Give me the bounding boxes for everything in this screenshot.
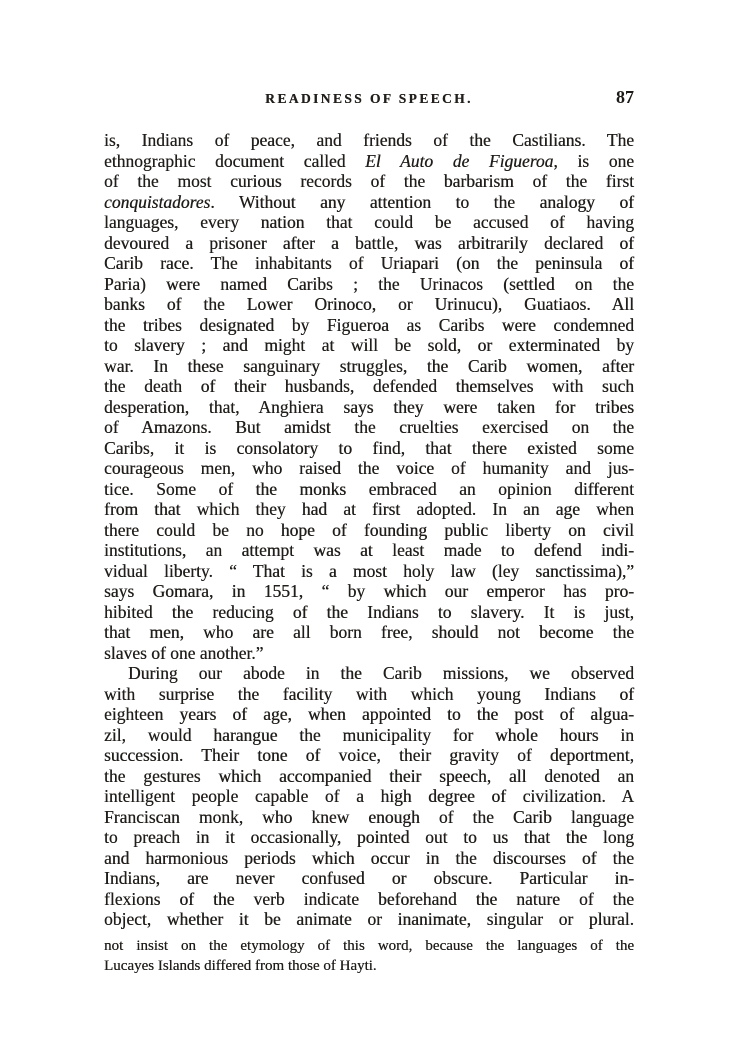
text-line: of Amazons. But amidst the cruelties exercised on the [104,417,634,437]
text-line: tice. Some of the monks embraced an opinion different [104,478,634,499]
text-line: succession. Their tone of voice, their gravity of deportment, [104,745,634,765]
text-line: that men, who are all born free, should not become the [104,622,634,642]
text-line: Indians, are never confused or obscure. Particular in- [104,868,634,888]
text-line: intelligent people capable of a high degree of civilization. A [104,786,634,806]
text-line: object, whether it be animate or inanimate, singular or plural. [104,909,634,929]
text-line: devoured a prisoner after a battle, was arbitrarily declared of [104,232,634,253]
page-header [104,87,634,108]
text-line: eighteen years of age, when appointed to the post of algua- [104,704,634,724]
text-line: of the most curious records of the barbarism of the first [104,171,634,191]
text-line: war. In these sanguinary struggles, the Carib women, after [104,355,634,376]
text-line: conquistadores. Without any attention to the analogy of [104,191,634,212]
text-line: the death of their husbands, defended themselves with such [104,376,634,396]
page-number: 87 [616,87,635,107]
text-line: from that which they had at first adopted. In an age when [104,499,634,519]
text-line: the gestures which accompanied their speech, all denoted an [104,765,634,786]
text-line: languages, every nation that could be accused of having [104,212,634,232]
text-line: hibited the reducing of the Indians to slavery. It is just, [104,601,634,622]
header-spacer-right [473,87,634,108]
text-line: During our abode in the Carib missions, we observed [128,663,634,683]
text-line: courageous men, who raised the voice of humanity and jus- [104,458,634,478]
text-line: there could be no hope of founding public liberty on civil [104,519,634,540]
text-line: is, Indians of peace, and friends of the Castilians. The [104,130,634,150]
footnote-line: not insist on the etymology of this word, because the languages of the [104,938,634,954]
text-line: says Gomara, in 1551, “ by which our emperor has pro- [104,581,634,601]
text-line: to slavery ; and might at will be sold, or exterminated by [104,335,634,355]
running-title: READINESS OF SPEECH. [265,91,473,106]
text-line: flexions of the verb indicate beforehand the nature of the [104,888,634,909]
text-line: to preach in it occasionally, pointed out to us that the long [104,827,634,847]
text-line: Caribs, it is consolatory to find, that there existed some [104,437,634,458]
text-line: and harmonious periods which occur in the discourses of the [104,847,634,868]
footnote-line: Lucayes Islands differed from those of Hayti. [104,958,377,974]
text-line: with surprise the facility with which young Indians of [104,683,634,704]
text-line: slaves of one another.” [104,642,264,663]
text-line: desperation, that, Anghiera says they were taken for tribes [104,396,634,417]
text-line: vidual liberty. “ That is a most holy law (ley sanctissima),” [104,560,634,581]
page-body [104,130,634,930]
footnote [104,936,634,976]
text-line: ethnographic document called El Auto de Figueroa, is one [104,150,634,171]
text-line: Carib race. The inhabitants of Uriapari (on the peninsula of [104,253,634,273]
text-line: zil, would harangue the municipality for whole hours in [104,724,634,745]
text-line: the tribes designated by Figueroa as Caribs were condemned [104,314,634,335]
text-line: Franciscan monk, who knew enough of the Carib language [104,806,634,827]
text-line: Paria) were named Caribs ; the Urinacos (settled on the [104,273,634,294]
text-line: banks of the Lower Orinoco, or Urinucu), Guatiaos. All [104,294,634,314]
text-line: institutions, an attempt was at least made to defend indi- [104,540,634,560]
